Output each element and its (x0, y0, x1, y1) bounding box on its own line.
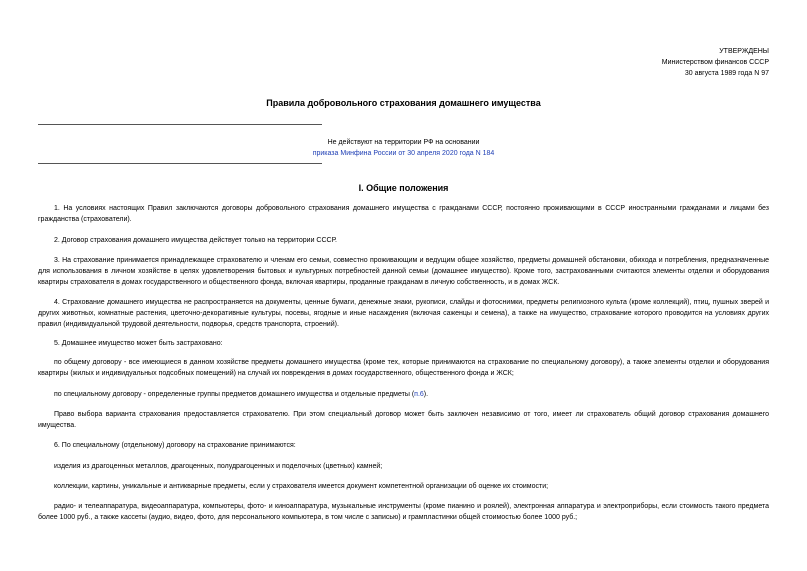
section-title: I. Общие положения (358, 183, 449, 193)
paragraph-7-end: ). (423, 391, 429, 398)
paragraph-6: по общему договору - все имеющиеся в данном хозяйстве предметы домашнего имущества (кроме тех, которые принимаются на страхование по специальному договору), а также элементы отделки и оборудования квартиры (жилых и индивидуальных подсобных помещений) на случай их повреждения в домах государственного, общественного фонда и ЖСК; (38, 359, 769, 377)
notice-divider-top (38, 124, 322, 125)
paragraph-7 (38, 389, 769, 400)
paragraph-4: 4. Страхование домашнего имущества не распространяется на документы, ценные бумаги, денежные знаки, рукописи, слайды и фотоснимки, предметы религиозного культа (кроме коллекций), птиц, пушных зверей и других животных, комнатные растения, цветочно-декоративные культуры, посевы, ягодные и иные насаждения (включая саженцы и семена), а также на имущество, страхование которого проводится на условиях других правил (индивидуальной трудовой деятельности, подворья, средств транспорта, строений). (38, 299, 769, 328)
paragraph-7-text: по специальному договору - определенные группы предметов домашнего имущества и отдельные предметы ( (54, 391, 415, 398)
paragraph-9: 6. По специальному (отдельному) договору на страхование принимаются: (54, 442, 296, 449)
approval-line-1: УТВЕРЖДЕНЫ (719, 48, 769, 55)
approval-line-2: Министерством финансов СССР (661, 59, 769, 66)
paragraph-12: радио- и телеаппаратура, видеоаппаратура, компьютеры, фото- и киноаппаратура, музыкальные инструменты (кроме пианино и роялей), электронная аппаратура и электроприборы, если стоимость такого предмета более 1000 руб., а также кассеты (аудио, видео, фото, для персонального компьютера, в том числе с записью) и грампластинки общей стоимостью более 1000 руб.; (38, 503, 769, 521)
approval-block (662, 46, 769, 79)
status-notice (38, 137, 769, 159)
paragraph-10: изделия из драгоценных металлов, драгоценных, полудрагоценных и поделочных (цветных) камней; (54, 463, 383, 470)
paragraph-11: коллекции, картины, уникальные и антикварные предметы, если у страхователя имеется документ компетентной организации об оценке их стоимости; (54, 483, 549, 490)
paragraph-7-link[interactable]: п.6 (414, 391, 424, 398)
paragraph-1: 1. На условиях настоящих Правил заключаются договоры добровольного страхования домашнего имущества с гражданами СССР, постоянно проживающими в СССР иностранными гражданами и лицами без гражданства (страхователи). (38, 205, 769, 223)
notice-link[interactable]: приказа Минфина России от 30 апреля 2020 года N 184 (312, 150, 495, 157)
paragraph-2: 2. Договор страхования домашнего имущества действует только на территории СССР. (54, 237, 337, 244)
approval-line-3: 30 августа 1989 года N 97 (684, 70, 769, 77)
paragraph-5: 5. Домашнее имущество может быть застраховано: (54, 340, 223, 347)
paragraph-3: 3. На страхование принимается принадлежащее страхователю и членам его семьи, совместно проживающим и ведущим общее хозяйство, предметы домашней обстановки, обихода и потребления, предназначенные для использования в личном хозяйстве в целях удовлетворения бытовых и культурных потребностей данной семьи (домашнее имущество). Кроме того, застрахованными считаются элементы отделки и оборудования квартиры страхователя в домах государственного и общественного фонда, включая квартиры, проданные гражданам в личную собственность, и в домах ЖСК. (38, 257, 769, 286)
notice-divider-bottom (38, 163, 322, 164)
notice-text: Не действуют на территории РФ на основании (327, 139, 480, 146)
paragraph-8: Право выбора варианта страхования предоставляется страхователю. При этом специальный договор может быть заключен независимо от того, имеет ли страхователь общий договор страхования домашнего имущества. (38, 411, 769, 429)
document-title: Правила добровольного страхования домашнего имущества (266, 98, 541, 108)
document-page (38, 0, 769, 571)
